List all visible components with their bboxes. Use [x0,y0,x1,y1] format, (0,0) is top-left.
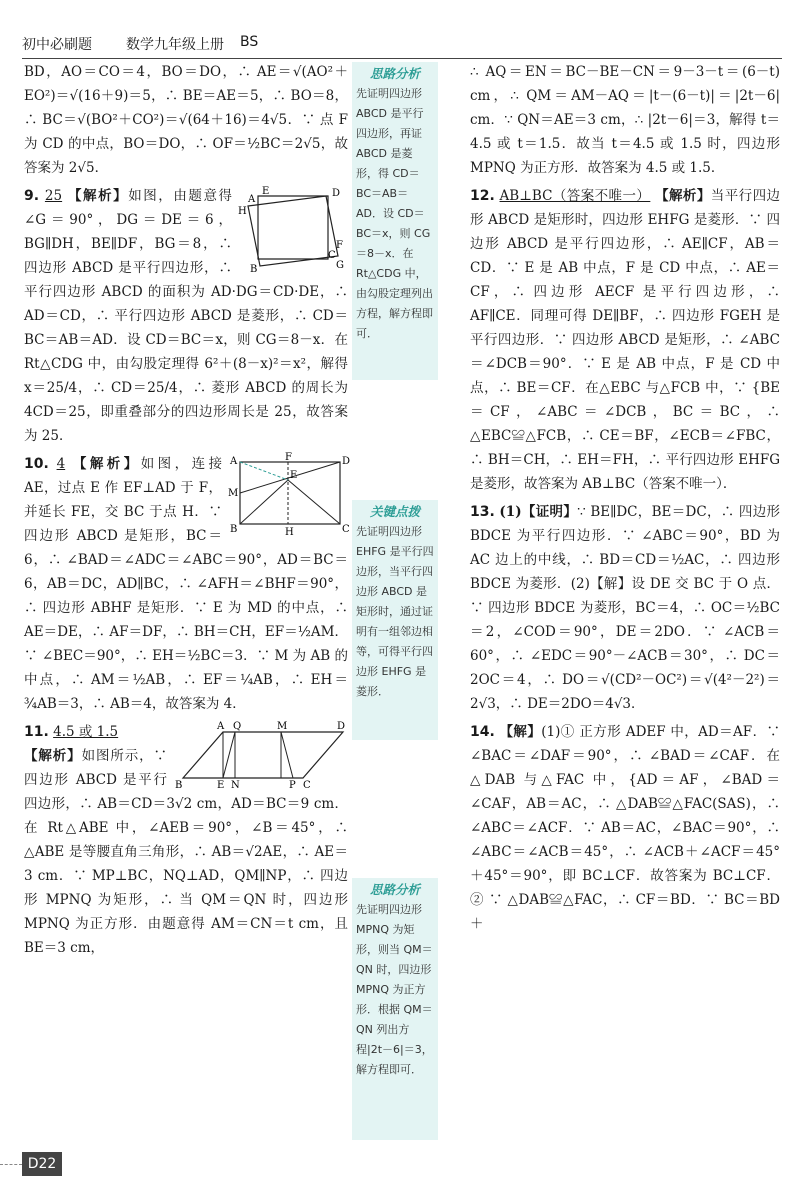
fig9-label-c: C [328,250,336,261]
q11-text: 如图所示，∵ 四边形 ABCD 是平行四边形，∴ AB＝CD＝3√2 cm，AD＝BC＝9 cm．在 Rt△ABE 中，∠AEB＝90°，∠B＝45°，∴ △ABE 是等腰直角三角形，∴ AB＝√2AE，∴ AE＝3 cm．∵ MP⊥BC，NQ⊥AD，QM∥NP，∴ 四边形 MPNQ 为矩形，∴ 当 QM＝QN 时，四边形 MPNQ 为正方形．由题意得 AM＝CN＝t cm，且 BE＝3 cm， [24,748,348,956]
fig9-label-e: E [262,186,270,197]
question-11 [24,720,348,960]
fig11-label-a: A [217,721,225,732]
q8-continuation: BD，AO＝CO＝4，BO＝DO，∴ AE＝√(AO²＋EO²)＝√(16＋9)＝5，∴ BE＝AE＝5，∴ BO＝8，∴ BC＝√(BO²＋CO²)＝√(64＋16)＝4√5．∵ 点 F 为 CD 的中点，BO＝DO，∴ OF＝½BC＝2√5，故答案为 2√5． [24,64,348,176]
fig9-label-a: A [248,194,256,205]
fig9-label-d: D [332,188,341,199]
series-title: 初中必刷题 [22,37,92,53]
q11-continuation: ∴ AQ＝EN＝BC－BE－CN＝9－3－t＝(6－t) cm，∴ QM＝AM－AQ＝|t－(6－t)|＝|2t－6| cm．∵ QN＝AE＝3 cm，∴ |2t－6|＝3，解得 t＝4.5 或 t＝1.5．故当 t＝4.5 或 1.5 时，四边形 MPNQ 为正方形．故答案为 4.5 或 1.5． [470,64,780,176]
fig11-label-b: B [175,780,183,791]
fig11-label-d: D [337,721,346,732]
fig9-label-g: G [336,260,344,271]
q13-number: 13. [470,504,495,520]
fig11-label-q: Q [233,721,242,732]
edition-label: BS [240,34,259,50]
fig10-label-h: H [285,527,294,538]
q10-tag: 【解析】 [72,456,141,472]
fig11-label-n: N [231,780,240,791]
q13-text: ∵ BE∥DC，BE＝DC，∴ 四边形 BDCE 为平行四边形．∵ ∠ABC＝90°，BD 为 AC 边上的中线，∴ BD＝CD＝½AC，∴ 四边形 BDCE 为菱形．(2)【解】设 DE 交 BC 于 O 点．∵ 四边形 BDCE 为菱形，BC＝4，∴ OC＝½BC＝2，∠COD＝90°，DE＝2DO．∵ ∠ACB＝60°，∴ ∠EDC＝90°－∠ACB＝30°，∴ DC＝2OC＝4，∴ DO＝√(CD²－OC²)＝√(4²－2²)＝2√3，∴ DE＝2DO＝4√3． [470,504,781,712]
fig10-label-b: B [230,524,238,535]
page-header [22,30,782,59]
question-13 [470,500,780,716]
question-9 [24,184,348,448]
q10-answer: 4 [56,456,66,472]
note-1-title: 思路分析 [369,66,420,81]
figure-9 [238,184,348,274]
q11-answer: 4.5 或 1.5 [53,724,119,740]
question-10 [24,452,351,716]
fig9-label-b: B [250,264,258,275]
question-12 [470,184,780,496]
fig10-label-e: E [290,470,298,481]
left-column [24,60,351,960]
note-2-title: 关键点拨 [369,504,420,519]
fig11-label-m: M [277,721,288,732]
page-number: D22 [22,1152,62,1176]
fig11-label-p: P [289,780,296,791]
question-14 [470,720,780,936]
fig10-label-a: A [230,456,238,467]
q12-answer: AB⊥BC（答案不唯一） [499,188,651,204]
note-thinking-analysis-2 [352,878,438,1140]
figure-11 [173,720,348,790]
q14-tag: 【解】 [499,724,542,740]
q9-number: 9. [24,188,40,204]
fig11-label-e: E [217,780,225,791]
fig9-label-h: H [238,206,247,217]
q14-number: 14. [470,724,495,740]
q14-text: (1)① 正方形 ADEF 中，AD＝AF．∵ ∠BAC＝∠DAF＝90°，∴ ∠BAD＝∠CAF．在△DAB 与△FAC 中，{AD＝AF，∠BAD＝∠CAF，AB＝AC，∴ △DAB≌△FAC(SAS)，∴ ∠ABC＝∠ACF．∵ AB＝AC，∠BAC＝90°，∴ ∠ABC＝∠ACB＝45°，∴ ∠ACB＋∠ACF＝45°＋45°＝90°，即 BC⊥CF．故答案为 BC⊥CF．② ∵ △DAB≌△FAC，∴ CF＝BD．∵ BC＝BD＋ [470,724,780,932]
note-1-body: 先证明四边形 ABCD 是平行四边形，再证 ABCD 是菱形，得 CD＝BC＝AB＝AD．设 CD＝BC＝x，则 CG＝8－x．在 Rt△CDG 中，由勾股定理列出方程，解方程即可． [356,87,433,340]
fig10-label-c: C [342,524,350,535]
q12-text: 当平行四边形 ABCD 是矩形时，四边形 EHFG 是菱形．∵ 四边形 ABCD 是平行四边形，∴ AE∥CF，AB＝CD．∵ E 是 AB 中点，F 是 CD 中点，∴ AE＝CF，∴ 四边形 AECF 是平行四边形，∴ AF∥CE．同理可得 DE∥BF，∴ 四边形 FGEH 是平行四边形．∵ 四边形 ABCD 是矩形，∴ ∠ABC＝∠DCB＝90°．∵ E 是 AB 中点，F 是 CD 中点，∴ BE＝CF．在△EBC 与△FCB 中，∵ {BE＝CF，∠ABC＝∠DCB，BC＝BC，∴ △EBC≌△FCB，∴ CE＝BF，∠ECB＝∠FBC，∴ BH＝CH，∴ EH＝FH，∴ 平行四边形 EHFG 是菱形，故答案为 AB⊥BC（答案不唯一）． [470,188,781,492]
q9-answer: 25 [44,188,63,204]
q13-tag: (1)【证明】 [499,504,578,520]
fig11-label-c: C [303,780,311,791]
note-thinking-analysis-1 [352,62,438,380]
q11-tag: 【解析】 [24,748,82,764]
fig9-label-f: F [336,240,343,251]
figure-10 [228,452,351,538]
q10-text: 如图，连接 AE，过点 E 作 EF⊥AD 于 F，并延长 FE，交 BC 于点 H．∵ 四边形 ABCD 是矩形，BC＝6，∴ ∠BAD＝∠ADC＝∠ABC＝90°，AD＝BC＝6，AB＝DC，AD∥BC，∴ ∠AFH＝∠BHF＝90°，∴ 四边形 ABHF 是矩形．∵ E 为 MD 的中点，∴ AE＝DE，∴ AF＝DF，∴ BH＝CH，EF＝½AM．∵ ∠BEC＝90°，∴ EH＝½BC＝3．∵ M 为 AB 的中点，∴ AM＝½AB，∴ EF＝¼AB，∴ EH＝¾AB＝3，∴ AB＝4，故答案为 4． [24,456,348,712]
note-key-hint [352,500,438,740]
right-column [470,60,780,936]
q12-number: 12. [470,188,495,204]
subject-title: 数学九年级上册 [126,37,224,53]
q12-tag: 【解析】 [655,188,711,204]
q10-number: 10. [24,456,49,472]
note-3-body: 先证明四边形 MPNQ 为矩形，则当 QM＝QN 时，四边形 MPNQ 为正方形．根据 QM＝QN 列出方程|2t－6|＝3，解方程即可． [356,903,433,1076]
q9-tag: 【解析】 [67,188,129,204]
q9-text: 如图，由题意得∠G＝90°，DG＝DE＝6，BG∥DH，BE∥DF，BG＝8，∴ 四边形 ABCD 是平行四边形，∴ 平行四边形 ABCD 的面积为 AD·DG＝CD·DE，∴ AD＝CD，∴ 平行四边形 ABCD 是菱形，∴ CD＝BC＝AB＝AD．设 CD＝BC＝x，则 CG＝8－x．在 Rt△CDG 中，由勾股定理得 6²＋(8－x)²＝x²，解得 x＝25/4，∴ CD＝25/4，∴ 菱形 ABCD 的周长为 4CD＝25，即重叠部分的四边形周长是 25，故答案为 25． [24,188,348,444]
q11-number: 11. [24,724,49,740]
fig10-label-m: M [228,488,239,499]
bottom-dashed-rule [0,1164,22,1166]
note-3-title: 思路分析 [369,882,420,897]
note-2-body: 先证明四边形 EHFG 是平行四边形，当平行四边形 ABCD 是矩形时，通过证明有一组邻边相等，可得平行四边形 EHFG 是菱形． [356,525,434,698]
fig10-label-d: D [342,456,351,467]
fig10-label-f: F [285,452,292,463]
